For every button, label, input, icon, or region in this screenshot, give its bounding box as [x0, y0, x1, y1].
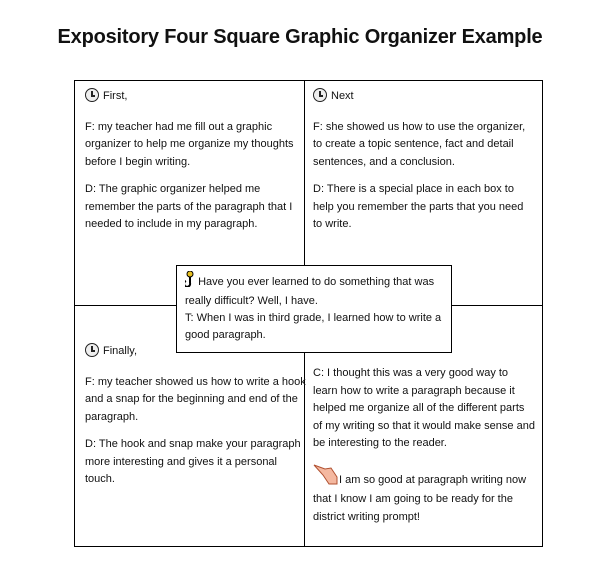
topic-sentence-box	[176, 265, 452, 353]
bottom-right-square	[313, 365, 535, 536]
closing-text: I am so good at paragraph writing now that I know I am going to be ready for the district writing prompt!	[313, 473, 527, 523]
heading-first: First,	[103, 90, 128, 102]
fact-text: F: my teacher showed us how to write a hook and a snap for the beginning and end of the paragraph.	[85, 375, 306, 423]
fact-text: F: she showed us how to use the organizer, to create a topic sentence, fact and detail sentences, and a conclusion.	[313, 120, 526, 168]
bottom-left-square	[85, 343, 307, 499]
detail-text: D: The graphic organizer helped me remember the parts of the paragraph that I needed to include in my paragraph.	[85, 183, 293, 230]
clock-icon	[313, 88, 327, 102]
conclusion-text: C: I thought this was a very good way to learn how to write a paragraph because it helped me organize all of the different parts of my writing so that it would make sense and be interesting to the reader.	[313, 367, 535, 449]
top-left-square	[85, 88, 307, 244]
top-right-square	[313, 88, 535, 244]
clock-icon	[85, 88, 99, 102]
page-title: Expository Four Square Graphic Organizer Example	[57, 26, 543, 48]
detail-text: D: There is a special place in each box to help you remember the parts that you need to write.	[313, 183, 524, 230]
topic-text: T: When I was in third grade, I learned how to write a good paragraph.	[185, 312, 442, 341]
heading-next: Next	[331, 90, 354, 102]
intro-text: Have you ever learned to do something that was really difficult? Well, I have.	[185, 276, 435, 307]
heading-finally: Finally,	[103, 345, 138, 357]
fact-text: F: my teacher had me fill out a graphic organizer to help me organize my thoughts before I begin writing.	[85, 120, 294, 168]
hook-icon	[185, 271, 195, 293]
detail-text: D: The hook and snap make your paragraph more interesting and gives it a personal touch.	[85, 438, 301, 485]
clock-icon	[85, 343, 99, 357]
pointing-hand-icon	[313, 463, 339, 492]
